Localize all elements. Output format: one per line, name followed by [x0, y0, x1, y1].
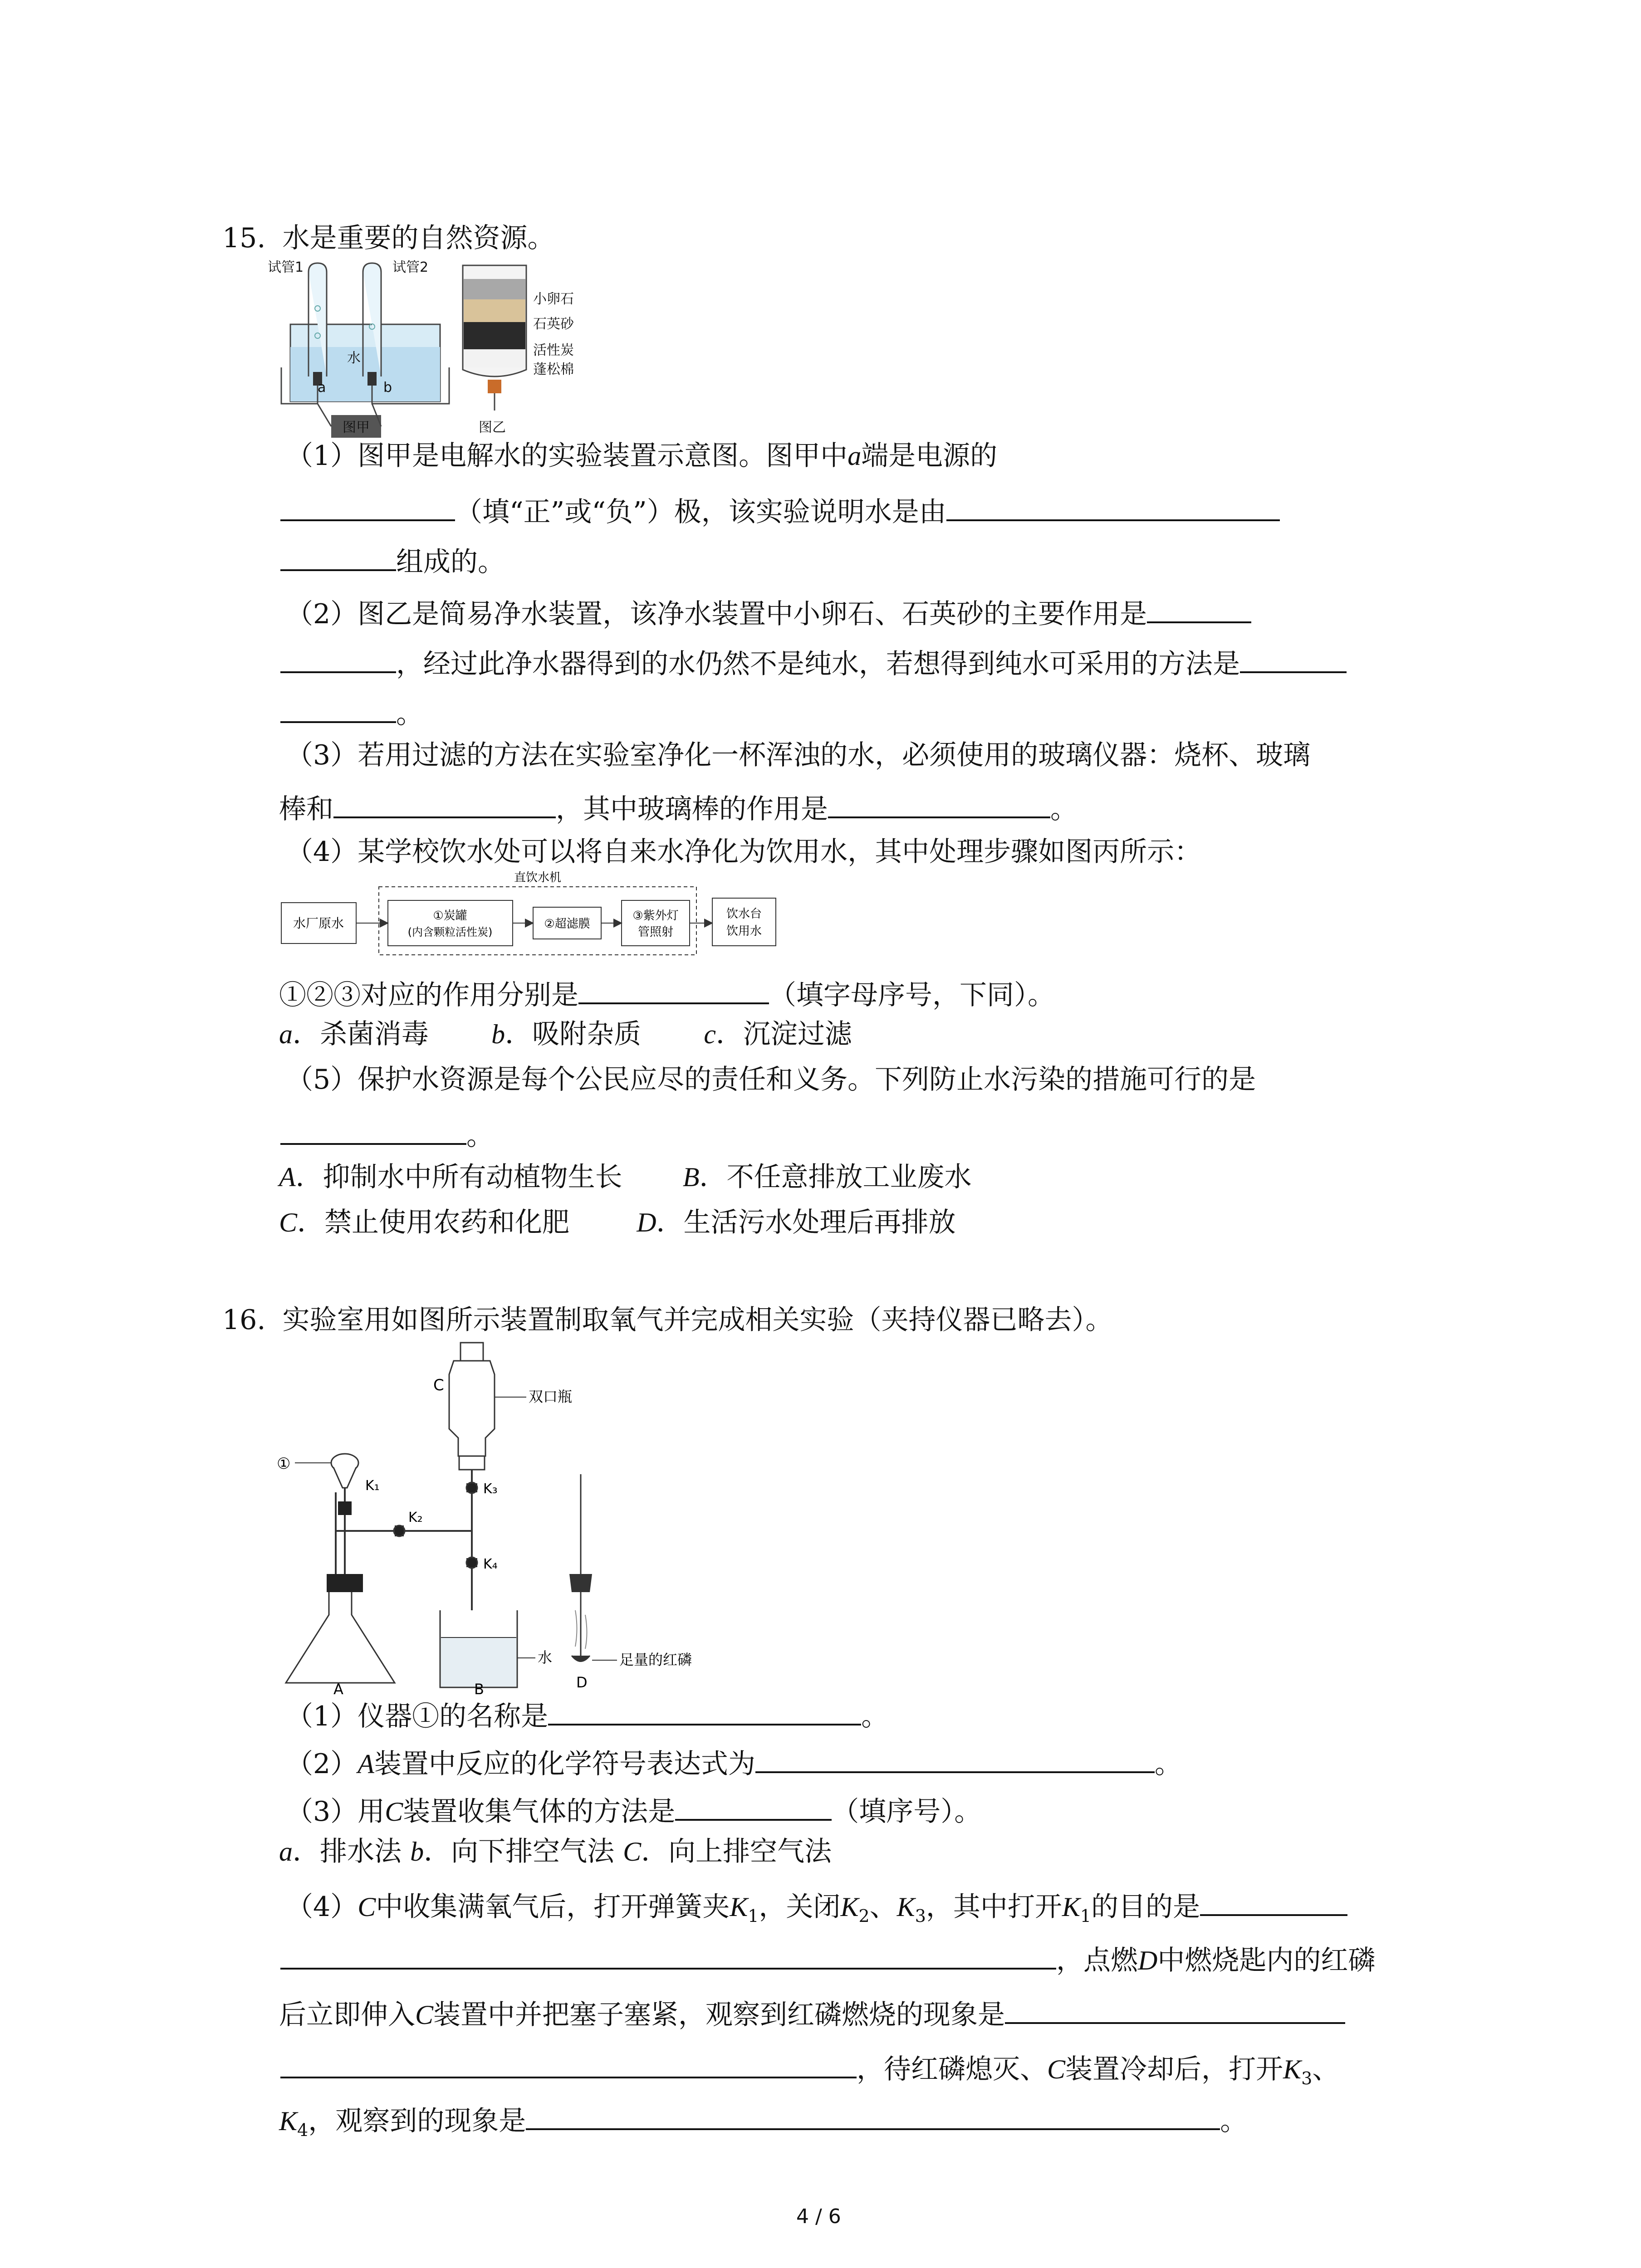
- app-label-circle1: ①: [277, 1455, 291, 1473]
- jia-a-label: a: [318, 380, 326, 396]
- q16-stem: 16. 实验室用如图所示装置制取氧气并完成相关实验（夹持仪器已略去）。: [222, 1304, 1113, 1336]
- q16-part4-line3: 后立即伸入C装置中并把塞子塞紧，观察到红磷燃烧的现象是: [279, 1995, 1345, 2028]
- q15-options-row2: C．禁止使用农药和化肥 D．生活污水处理后再排放: [279, 1207, 956, 1238]
- q16-number: 16.: [222, 1304, 266, 1336]
- q16-part3: （3）用C装置收集气体的方法是 （填序号）。: [286, 1792, 981, 1825]
- answer-blank-burning-phenomenon-cont[interactable]: [280, 2049, 857, 2078]
- answer-blank-reaction-expression[interactable]: [755, 1744, 1155, 1773]
- flow-step3-a: ③紫外灯: [632, 909, 679, 923]
- jia-water-label: 水: [347, 350, 361, 366]
- q16-part1: （1）仪器①的名称是 。: [286, 1696, 888, 1730]
- figure-bing-flow: [277, 869, 785, 959]
- app-label-K1: K₁: [365, 1478, 380, 1494]
- yi-label-cotton: 蓬松棉: [533, 362, 574, 377]
- q16-part2: （2）A装置中反应的化学符号表达式为 。: [286, 1744, 1182, 1778]
- q15-part1-line2: （填“正”或“负”）极，该实验说明水是由: [280, 492, 1280, 526]
- app-label-C: C: [433, 1376, 444, 1394]
- answer-blank-burning-phenomenon[interactable]: [1005, 1995, 1345, 2024]
- answer-blank-filter-role[interactable]: [1147, 594, 1251, 623]
- answer-blank-open-k1-purpose[interactable]: [1200, 1887, 1347, 1916]
- q15-part5-text: （5）保护水资源是每个公民应尽的责任和义务。下列防止水污染的措施可行的是: [286, 1064, 1256, 1095]
- app-label-red-phosphorus: 足量的红磷: [619, 1651, 692, 1668]
- q15-number: 15.: [222, 222, 266, 254]
- q16-part4-line4: ，待红磷熄灭、C装置冷却后，打开$K_3$、: [280, 2049, 1339, 2087]
- q16-part4-line1: （4）C中收集满氧气后，打开弹簧夹$K_1$，关闭$K_2$、$K_3$，其中打开$K_1$的目的是: [286, 1887, 1347, 1925]
- q15-part3-line2: 棒和 ，其中玻璃棒的作用是 。: [279, 789, 1078, 823]
- q15-options-row1: A．抑制水中所有动植物生长 B．不任意排放工业废水: [279, 1161, 972, 1193]
- app-label-water: 水: [538, 1649, 553, 1666]
- figure-yi-filter: [458, 261, 540, 415]
- q15-part1-line3: 组成的。: [280, 542, 505, 576]
- yi-label-carbon: 活性炭: [533, 342, 574, 358]
- app-label-K2: K₂: [408, 1510, 423, 1525]
- answer-blank-open-k1-purpose-cont[interactable]: [280, 1941, 1056, 1970]
- app-label-D: D: [576, 1674, 588, 1691]
- q15-part5-blank-line: 。: [280, 1116, 494, 1149]
- q16-part4-line2: ，点燃D中燃烧匙内的红磷: [280, 1941, 1375, 1974]
- app-label-A: A: [333, 1681, 343, 1696]
- q15-part3-line1: （3）若用过滤的方法在实验室净化一杯浑浊的水，必须使用的玻璃仪器：烧杯、玻璃: [286, 739, 1311, 771]
- app-label-B: B: [474, 1681, 484, 1696]
- answer-blank-instrument-name[interactable]: [548, 1696, 861, 1725]
- flow-step1-b: (内含颗粒活性炭): [407, 926, 493, 938]
- yi-caption: 图乙: [479, 420, 506, 435]
- answer-blank-pure-water-method-cont[interactable]: [280, 694, 396, 723]
- answer-blank-water-composition-cont[interactable]: [280, 542, 396, 571]
- q15-part4-question: ①②③对应的作用分别是 （填字母序号，下同）。: [279, 975, 1055, 1009]
- flow-step3-b: 管照射: [637, 925, 674, 939]
- q16-part3-options: a．排水法 b．向下排空气法 C．向上排空气法: [279, 1836, 832, 1867]
- app-label-K3: K₃: [483, 1481, 498, 1497]
- flow-out-a: 饮水台: [726, 907, 762, 921]
- app-label-bottle: 双口瓶: [529, 1388, 573, 1405]
- answer-blank-collection-method[interactable]: [675, 1792, 832, 1821]
- q15-stem: 15. 水是重要的自然资源。: [222, 222, 555, 254]
- jia-tube2-label: 试管2: [392, 259, 429, 275]
- q15-part1-line1: （1）图甲是电解水的实验装置示意图。图甲中a端是电源的: [286, 440, 998, 472]
- answer-blank-glass-instrument[interactable]: [333, 789, 556, 818]
- app-label-K4: K₄: [483, 1556, 498, 1572]
- flow-raw-water: 水厂原水: [293, 916, 344, 931]
- yi-label-pebble: 小卵石: [533, 291, 574, 307]
- q15-part2-line3: 。: [280, 694, 423, 728]
- answer-blank-pure-water-method[interactable]: [1240, 644, 1347, 673]
- jia-caption: 图甲: [343, 420, 370, 435]
- answer-blank-water-composition[interactable]: [946, 492, 1280, 521]
- answer-blank-observed-phenomenon[interactable]: [526, 2101, 1220, 2130]
- flow-out-b: 饮用水: [726, 924, 762, 938]
- answer-blank-step-functions[interactable]: [578, 975, 769, 1004]
- q15-part4-options: a．杀菌消毒 b．吸附杂质 c．沉淀过滤: [279, 1018, 852, 1050]
- answer-blank-pollution-measure[interactable]: [280, 1116, 466, 1145]
- q15-part4-text: （4）某学校饮水处可以将自来水净化为饮用水，其中处理步骤如图丙所示：: [286, 836, 1202, 868]
- figure-jia-electrolysis: [272, 254, 463, 445]
- q15-part2-line2: ，经过此净水器得到的水仍然不是纯水，若想得到纯水可采用的方法是: [280, 644, 1347, 678]
- yi-label-sand: 石英砂: [533, 316, 574, 332]
- answer-blank-electrode[interactable]: [280, 492, 455, 521]
- q15-part2-line1: （2）图乙是简易净水装置，该净水装置中小卵石、石英砂的主要作用是: [286, 594, 1251, 628]
- jia-b-label: b: [383, 380, 392, 396]
- page-number: 4 / 6: [796, 2205, 841, 2228]
- figure-oxygen-apparatus: [272, 1338, 835, 1696]
- jia-tube1-label: 试管1: [268, 259, 304, 275]
- answer-blank-rod-role[interactable]: [828, 789, 1050, 818]
- flow-step1-a: ①炭罐: [433, 909, 467, 923]
- flow-machine: 直饮水机: [514, 871, 562, 885]
- flow-step2: ②超滤膜: [544, 917, 590, 931]
- q16-part4-line5: $K_4$，观察到的现象是 。: [279, 2101, 1247, 2139]
- answer-blank-filter-role-cont[interactable]: [280, 644, 396, 673]
